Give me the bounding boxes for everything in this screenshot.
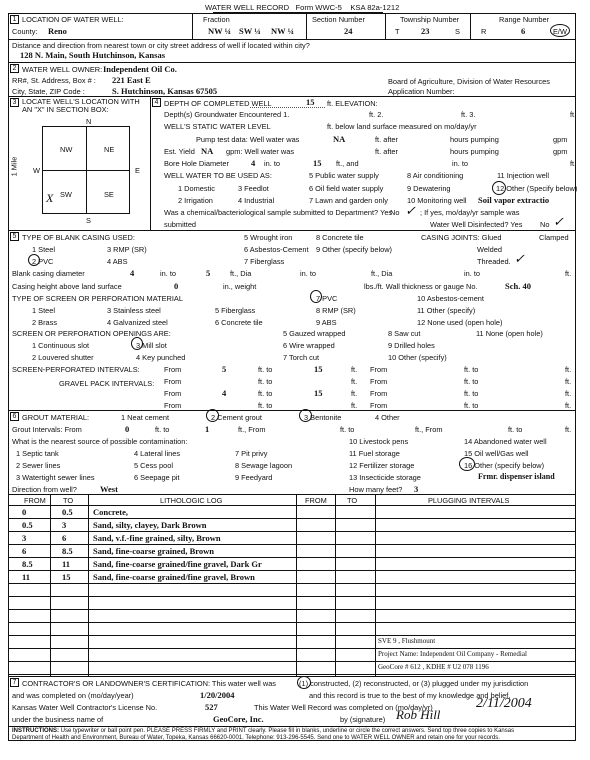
license-number: 527 xyxy=(205,702,218,712)
completed-date: 1/20/2004 xyxy=(200,690,235,700)
location-label: LOCATION OF WATER WELL: xyxy=(22,15,124,24)
city-value: S. Hutchinson, Kansas 67505 xyxy=(112,86,218,96)
record-date: 2/11/2004 xyxy=(476,696,532,711)
business-name: GeoCore, Inc. xyxy=(213,714,264,724)
log-row-rule xyxy=(8,570,576,571)
log-row-rule xyxy=(8,622,576,623)
log-row-rule xyxy=(8,596,576,597)
log-note-3: GeoCore # 612 , KDHE # U2 078 1196 xyxy=(378,663,489,671)
contamination-other-value: Frmr. dispenser island xyxy=(478,472,555,481)
log-row-rule xyxy=(8,583,576,584)
log-row-rule xyxy=(8,674,576,675)
log-row-rule xyxy=(8,648,576,649)
location-x-mark: X xyxy=(46,191,54,205)
distance-value: 128 N. Main, South Hutchinson, Kansas xyxy=(20,50,166,60)
log-note-2: Project Name: Independent Oil Company - Remedial xyxy=(378,650,527,658)
form-frame xyxy=(8,13,576,741)
section-number: 24 xyxy=(344,26,353,36)
log-row-rule xyxy=(8,518,576,519)
log-row-rule xyxy=(8,531,576,532)
no-checkmark: ✓ xyxy=(405,203,416,218)
signature: Rob Hill xyxy=(396,707,441,722)
address-value: 221 East E xyxy=(112,75,151,85)
owner-value: Independent Oil Co. xyxy=(103,64,177,74)
form-title: WATER WELL RECORD Form WWC-5 KSA 82a-1212 xyxy=(205,3,400,12)
log-note-1: SVE 9 , Flushmount xyxy=(378,637,436,645)
log-row-rule xyxy=(8,609,576,610)
threaded-checkmark: ✓ xyxy=(514,251,525,266)
log-row-rule xyxy=(8,661,576,662)
disinfected-checkmark: ✓ xyxy=(553,214,564,229)
township-number: 23 xyxy=(421,26,430,36)
range-number: 6 xyxy=(521,26,526,36)
log-row-rule xyxy=(8,557,576,558)
instructions: INSTRUCTIONS: Use typewriter or ball point pen. PLEASE PRESS FIRMLY and PRINT clearly. Please fill in blanks, underline or circle the correct answers. Send top three copies to Kansas xyxy=(12,728,515,734)
use-other-value: Soil vapor extractio xyxy=(478,195,550,205)
county-value: Reno xyxy=(48,26,67,36)
log-row-rule xyxy=(8,635,576,636)
depth-value: 15 xyxy=(306,97,315,107)
log-row-rule xyxy=(8,544,576,545)
instructions-2: Department of Health and Environment, Bureau of Water, Topeka, Kansas 66620-0001. Telephone: 913-296-5545. Send one to WATER WELL OWNER and retain one for your records. xyxy=(12,735,500,741)
gauge-value: Sch. 40 xyxy=(505,281,531,291)
